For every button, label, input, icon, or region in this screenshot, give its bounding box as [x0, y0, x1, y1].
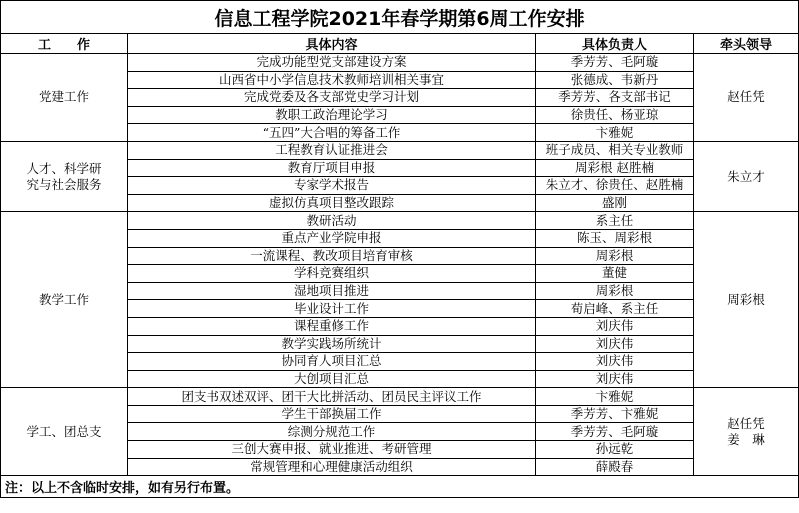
category-label-line2: 究与社会服务 — [26, 176, 102, 192]
task-responsible: 周彩根 — [536, 247, 694, 265]
task-responsible: 张德成、韦新丹 — [536, 71, 694, 89]
leader-cell — [694, 141, 799, 211]
task-responsible: 刘庆伟 — [536, 335, 694, 353]
header-leader: 牵头领导 — [694, 34, 799, 54]
task-responsible: 季芳芳、毛阿璇 — [536, 54, 694, 72]
task-responsible: 周彩根 — [536, 282, 694, 300]
task-responsible: 薛殿春 — [536, 458, 694, 476]
title-row — [1, 1, 799, 34]
leader-name: 赵任凭 — [727, 89, 765, 105]
task-responsible: 季芳芳、毛阿璇 — [536, 423, 694, 441]
table-row — [1, 388, 799, 406]
header-row — [1, 34, 799, 54]
task-content: 课程重修工作 — [128, 317, 536, 335]
task-responsible: 陈玉、周彩根 — [536, 229, 694, 247]
page-title: 信息工程学院2021年春学期第6周工作安排 — [1, 1, 799, 34]
category-cell — [1, 388, 128, 476]
leader-cell — [694, 388, 799, 476]
task-content: 专家学术报告 — [128, 177, 536, 195]
task-content: 一流课程、教改项目培育审核 — [128, 247, 536, 265]
task-content: 教学实践场所统计 — [128, 335, 536, 353]
task-content: 教育厅项目申报 — [128, 159, 536, 177]
task-content: 湿地项目推进 — [128, 282, 536, 300]
task-content: 完成党委及各支部党史学习计划 — [128, 89, 536, 107]
task-responsible: 季芳芳、卞雅妮 — [536, 405, 694, 423]
table-row — [1, 212, 799, 230]
task-content: 山西省中小学信息技术教师培训相关事宜 — [128, 71, 536, 89]
header-responsible: 具体负责人 — [536, 34, 694, 54]
task-content: 虚拟仿真项目整改跟踪 — [128, 194, 536, 212]
task-content: 常规管理和心理健康活动组织 — [128, 458, 536, 476]
task-responsible: 荀启峰、系主任 — [536, 300, 694, 318]
leader-name: 朱立才 — [727, 168, 765, 184]
leader-cell — [694, 54, 799, 142]
footnote: 注：以上不含临时安排，如有另行布置。 — [1, 476, 799, 498]
task-responsible: 刘庆伟 — [536, 353, 694, 371]
leader-cell — [694, 212, 799, 388]
category-cell — [1, 54, 128, 142]
note-row — [1, 476, 799, 498]
task-responsible: 刘庆伟 — [536, 317, 694, 335]
category-label: 党建工作 — [38, 89, 89, 105]
task-content: 协同育人项目汇总 — [128, 353, 536, 371]
header-content: 具体内容 — [128, 34, 536, 54]
task-content: 综测分规范工作 — [128, 423, 536, 441]
task-responsible: 周彩根 赵胜楠 — [536, 159, 694, 177]
task-responsible: 系主任 — [536, 212, 694, 230]
header-work: 工 作 — [1, 34, 128, 54]
task-content: 教职工政治理论学习 — [128, 106, 536, 124]
category-label-line1: 人才、科学研 — [26, 160, 102, 176]
task-responsible: 孙远乾 — [536, 441, 694, 459]
task-content: 重点产业学院申报 — [128, 229, 536, 247]
leader-name-line2: 姜 琳 — [727, 431, 765, 447]
task-responsible: 卞雅妮 — [536, 124, 694, 142]
task-responsible: 朱立才、徐贵任、赵胜楠 — [536, 177, 694, 195]
task-responsible: 刘庆伟 — [536, 370, 694, 388]
category-cell — [1, 141, 128, 211]
task-content: 工程教育认证推进会 — [128, 141, 536, 159]
task-responsible: 盛刚 — [536, 194, 694, 212]
task-content: “五四”大合唱的筹备工作 — [128, 124, 536, 142]
task-responsible: 卞雅妮 — [536, 388, 694, 406]
task-responsible: 董健 — [536, 265, 694, 283]
task-responsible: 徐贵任、杨亚琼 — [536, 106, 694, 124]
category-cell — [1, 212, 128, 388]
task-responsible: 季芳芳、各支部书记 — [536, 89, 694, 107]
task-responsible: 班子成员、相关专业教师 — [536, 141, 694, 159]
table-row — [1, 54, 799, 72]
task-content: 完成功能型党支部建设方案 — [128, 54, 536, 72]
category-label: 教学工作 — [38, 291, 89, 307]
category-label: 学工、团总支 — [26, 423, 102, 439]
task-content: 学生干部换届工作 — [128, 405, 536, 423]
task-content: 团支书双述双评、团干大比拼活动、团员民主评议工作 — [128, 388, 536, 406]
task-content: 学科竞赛组织 — [128, 265, 536, 283]
task-content: 教研活动 — [128, 212, 536, 230]
task-content: 毕业设计工作 — [128, 300, 536, 318]
leader-name: 周彩根 — [727, 291, 765, 307]
table-row — [1, 141, 799, 159]
task-content: 三创大赛申报、就业推进、考研管理 — [128, 441, 536, 459]
leader-name-line1: 赵任凭 — [727, 415, 765, 431]
task-content: 大创项目汇总 — [128, 370, 536, 388]
